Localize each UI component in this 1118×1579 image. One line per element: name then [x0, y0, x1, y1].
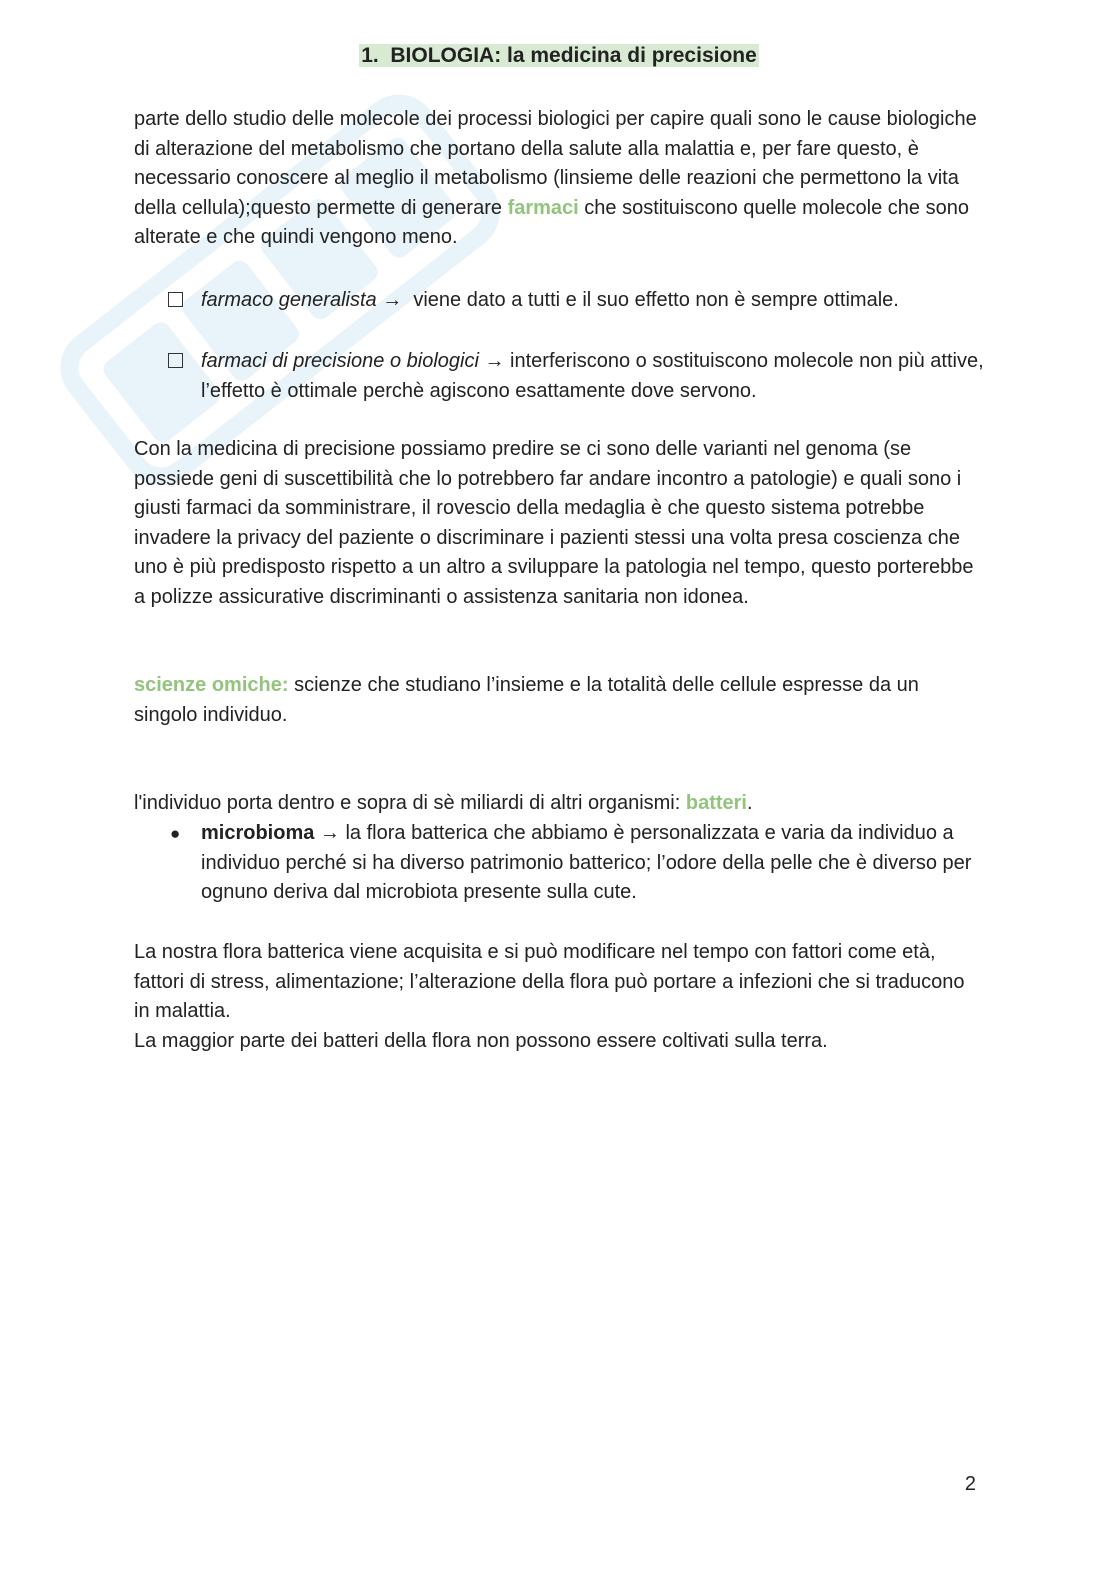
omics-term: scienze omiche:: [134, 674, 289, 696]
bullet-dot-icon: ●: [170, 824, 181, 843]
individual-highlight-batteri: batteri: [685, 792, 747, 814]
precision-paragraph: Con la medicina di precisione possiamo predire se ci sono delle varianti nel genoma (se possiede geni di suscettibilità che lo potrebbero far andare incontro a patologie) e quali sono i giusti farmaci da somministrare, il rovescio della medaglia è che questo sistema potrebbe invadere la privacy del paziente o discriminare i pazienti stessi una volta presa coscienza che uno è più predisposto rispetto a un altro a sviluppare la patologia nel tempo, questo porterebbe a polizze assicurative discriminanti o assistenza sanitaria non idonea.: [134, 438, 974, 608]
title-number: 1.: [361, 44, 379, 67]
individual-paragraph: [134, 789, 984, 819]
intro-paragraph: [134, 105, 984, 253]
arrow-icon: →: [319, 822, 340, 844]
flora-paragraph: [134, 938, 984, 1056]
intro-highlight-farmaci: farmaci: [507, 196, 579, 219]
page-title: [0, 42, 1118, 70]
individual-tail: .: [746, 792, 753, 814]
omics-paragraph: [134, 671, 984, 730]
checklist-text: viene dato a tutti e il suo effetto non è sempre ottimale.: [413, 289, 899, 311]
checklist-term: farmaco generalista: [201, 289, 377, 311]
individual-text: l'individuo porta dentro e sopra di sè miliardi di altri organismi:: [134, 792, 686, 814]
checkbox-icon[interactable]: [168, 353, 183, 368]
title-highlight: [359, 44, 759, 67]
omics-text: scienze che studiano l’insieme e la totalità delle cellule espresse da un singolo individuo.: [134, 674, 919, 726]
flora-last-line: La maggior parte dei batteri della flora non possono essere coltivati sulla terra.: [134, 1029, 828, 1052]
title-text: BIOLOGIA: la medicina di precisione: [390, 44, 757, 67]
bullet-term: microbioma: [201, 822, 315, 844]
checkbox-icon[interactable]: [168, 292, 183, 307]
arrow-icon: →: [484, 350, 505, 372]
intro-text: parte dello studio delle molecole dei processi biologici per capire quali sono le cause biologiche di alterazione del metabolismo che portano della salute alla malattia e, per fare questo, è necessario conoscere al meglio il metabolismo (linsieme delle reazioni che permettono la vita della cellula);questo permette di generare: [134, 108, 977, 219]
page-number: 2: [964, 1473, 976, 1495]
arrow-icon: →: [382, 289, 403, 311]
checklist-text: interferiscono o sostituiscono molecole non più attive, l’effetto è ottimale perchè agiscono esattamente dove servono.: [201, 350, 984, 402]
intro-tail: che sostituiscono quelle molecole che sono alterate e che quindi vengono meno.: [134, 196, 969, 249]
bullet-text: la flora batterica che abbiamo è personalizzata e varia da individuo a individuo perché si ha diverso patrimonio batterico; l’odore della pelle che è diverso per ognuno deriva dal microbiota presente sulla cute.: [201, 822, 972, 904]
flora-text: La nostra flora batterica viene acquisita e si può modificare nel tempo con fattori come età, fattori di stress, alimentazione; l’alterazione della flora può portare a infezioni che si traducono in malattia.: [134, 941, 965, 1023]
checklist-term: farmaci di precisione o biologici: [201, 350, 479, 372]
